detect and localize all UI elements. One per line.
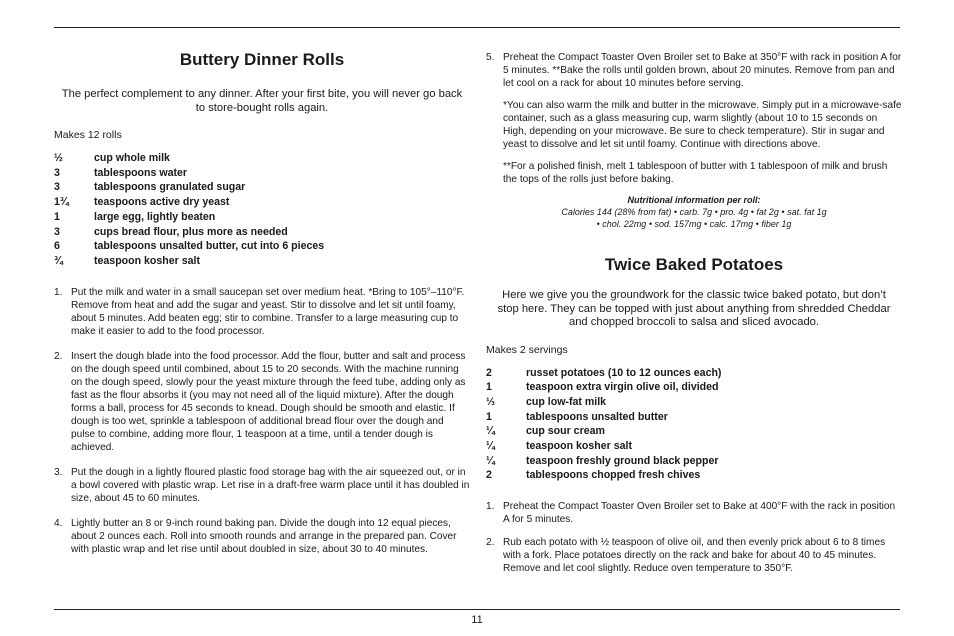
step-item (54, 286, 470, 338)
ingredient-item: tablespoons water (94, 166, 188, 179)
ingredient-qty: 3 (54, 166, 60, 179)
step-text: Insert the dough blade into the food processor. Add the flour, butter and salt and process on the dough speed until combined, about 15 to 20 seconds. With the machine running on the dough speed, slowly pour the yeast mixture through the feed tube, adding only as fast as the flour absorbs it (you may not need all of the liquid mixture). After the dough forms a ball, process for 45 seconds to knead. Dough should be smooth and elastic. If dough is too wet, sprinkle a tablespoon of additional bread flour over the dough and pulse to combine, adding more flour, 1 teaspoon at a time, until a tender dough is achieved. (71, 350, 466, 453)
ingredient-row (486, 454, 721, 469)
step-item (54, 466, 470, 505)
ingredient-item: cup sour cream (526, 425, 605, 438)
steps-twice-baked-potatoes (486, 500, 902, 575)
step-text: Rub each potato with ½ teaspoon of olive oil, and then evenly prick about 6 to 8 times with a fork. Place potatoes directly on the rack and bake for about 40 to 45 minutes. Remove and let cool slightly. Reduce oven temperature to 350°F. (503, 537, 886, 575)
footnote-polished-finish: **For a polished finish, melt 1 tablespoon of butter with 1 tablespoon of milk and brush the tops of the rolls just before baking. (503, 161, 888, 185)
ingredient-item: tablespoons unsalted butter (526, 410, 668, 423)
steps-dinner-rolls (54, 286, 470, 556)
step-number: 3. (54, 466, 63, 478)
step-item (54, 517, 470, 556)
step-item (486, 500, 902, 526)
ingredient-qty: 1 (486, 381, 492, 394)
ingredient-item: tablespoons chopped fresh chives (526, 469, 701, 482)
ingredient-qty: ½ (54, 152, 63, 164)
ingredient-row (54, 225, 324, 240)
page-number: 11 (471, 614, 483, 626)
bottom-rule (54, 609, 900, 610)
recipe-title-dinner-rolls: Buttery Dinner Rolls (179, 50, 345, 69)
ingredient-qty: ¼ (486, 425, 495, 438)
ingredient-qty: ¼ (486, 440, 495, 453)
ingredient-qty: 1 (54, 210, 60, 223)
step-text: Lightly butter an 8 or 9-inch round baking pan. Divide the dough into 12 equal pieces, about 2 ounces each. Roll into smooth rounds and arrange in the prepared pan. Cover with plastic wrap and let rise until about doubled in size, about 30 to 40 minutes. (71, 517, 457, 555)
ingredient-item: tablespoons unsalted butter, cut into 6 pieces (94, 240, 325, 253)
ingredient-qty: 1¾ (54, 196, 69, 209)
step-number: 4. (54, 517, 63, 529)
ingredient-qty: ¼ (486, 454, 495, 467)
ingredient-qty: 3 (54, 225, 60, 238)
ingredient-item: teaspoon extra virgin olive oil, divided (526, 381, 719, 394)
step-number: 1. (54, 286, 63, 298)
ingredient-row (486, 468, 721, 483)
ingredient-qty: 3 (54, 181, 60, 194)
ingredient-item: teaspoon freshly ground black pepper (526, 454, 719, 467)
ingredient-qty: 1 (486, 410, 492, 423)
ingredient-item: russet potatoes (10 to 12 ounces each) (526, 366, 722, 379)
ingredient-list-twice-baked-potatoes (486, 366, 721, 484)
ingredient-row (54, 180, 324, 195)
ingredient-item: cup low-fat milk (526, 395, 607, 408)
ingredient-row (486, 410, 721, 425)
nutrition-line: Calories 144 (28% from fat) • carb. 7g • pro. 4g • fat 2g • sat. fat 1g (561, 207, 827, 217)
ingredient-qty: ⅓ (486, 395, 495, 408)
ingredient-item: cups bread flour, plus more as needed (94, 225, 288, 238)
right-column (486, 27, 902, 575)
step-text: Put the dough in a lightly floured plastic food storage bag with the air squeezed out, or in a bowl covered with plastic wrap. Let rise in a draft-free warm place until it has doubled in size, about 45 to 60 minutes. (71, 466, 470, 504)
step-number: 2. (54, 350, 63, 362)
ingredient-item: teaspoons active dry yeast (94, 196, 230, 209)
ingredient-item: tablespoons granulated sugar (94, 181, 246, 194)
step-number: 1. (486, 501, 495, 513)
ingredient-qty: 6 (54, 240, 60, 253)
left-column (54, 27, 470, 556)
recipe-intro-dinner-rolls: The perfect complement to any dinner. After your first bite, you will never go back to store-bought rolls again. (61, 88, 463, 114)
ingredient-item: cup whole milk (94, 152, 170, 164)
ingredient-row (54, 195, 324, 210)
ingredient-row (486, 380, 721, 395)
ingredient-qty: ¾ (54, 254, 63, 267)
ingredient-qty: 2 (486, 469, 492, 482)
step-item (486, 536, 902, 575)
ingredient-row (54, 254, 324, 269)
nutrition-line: • chol. 22mg • sod. 157mg • calc. 17mg • fiber 1g (596, 219, 792, 229)
steps-dinner-rolls-continued (486, 51, 902, 90)
ingredient-item: large egg, lightly beaten (94, 210, 216, 223)
ingredient-row (54, 151, 324, 166)
recipe-title-twice-baked-potatoes: Twice Baked Potatoes (604, 255, 784, 274)
step-text: Put the milk and water in a small saucepan set over medium heat. *Bring to 105°–110°F. Remove from heat and add the sugar and yeast. Stir to dissolve and let sit until foamy, about 5 minutes. Add beaten egg; stir to combine. Transfer to a large measuring cup to make it easier to add to the food processor. (71, 286, 465, 337)
ingredient-row (54, 239, 324, 254)
step-number: 5. (486, 52, 495, 63)
yield-dinner-rolls: Makes 12 rolls (54, 129, 122, 141)
ingredient-item: teaspoon kosher salt (94, 254, 200, 267)
step-text: Preheat the Compact Toaster Oven Broiler set to Bake at 400°F with the rack in position A for 5 minutes. (503, 501, 896, 526)
ingredient-row (486, 395, 721, 410)
ingredient-row (54, 166, 324, 181)
yield-twice-baked-potatoes: Makes 2 servings (486, 343, 568, 356)
ingredient-item: teaspoon kosher salt (526, 440, 632, 453)
step-item (54, 350, 470, 454)
recipe-intro-twice-baked-potatoes: Here we give you the groundwork for the classic twice baked potato, but don’t stop here. They can be topped with just about anything from shredded Cheddar and chopped broccoli to salsa and sliced avocado. (497, 289, 891, 328)
ingredient-row (486, 366, 721, 381)
ingredient-row (54, 210, 324, 225)
ingredient-list-dinner-rolls (54, 151, 324, 269)
footnote-microwave: *You can also warm the milk and butter in the microwave. Simply put in a microwave-safe container, such as a glass measuring cup, warm slightly (about 10 to 15 seconds on High, depending on your microwave. Be sure to check temperature). Stir in sugar and yeast to dissolve and let sit until foamy. Continue with directions above. (503, 100, 902, 150)
ingredient-row (486, 439, 721, 454)
step-number: 2. (486, 537, 495, 549)
step-item (486, 51, 902, 90)
ingredient-qty: 2 (486, 366, 492, 379)
nutrition-title: Nutritional information per roll: (627, 195, 761, 205)
ingredient-row (486, 424, 721, 439)
step-text: Preheat the Compact Toaster Oven Broiler set to Bake at 350°F with rack in position A for 5 minutes. **Bake the rolls until golden brown, about 20 minutes. Remove from pan and let cool on a rack for about 10 minutes before serving. (503, 52, 902, 89)
